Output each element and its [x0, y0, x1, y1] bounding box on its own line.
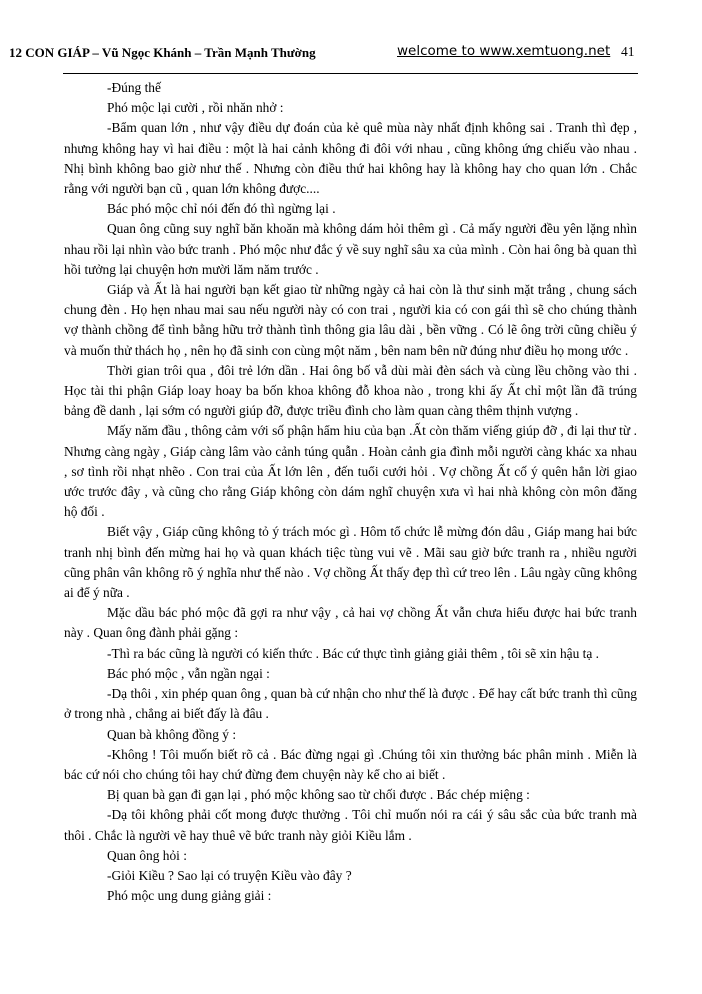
page-header [9, 45, 637, 67]
paragraph: -Dạ tôi không phải cốt mong được thưởng . Tôi chỉ muốn nói ra cái ý sâu sắc của bức tranh mà thôi . Chắc là người vẽ hay thuê vẽ bức tranh này giỏi Kiều lắm . [64, 807, 637, 843]
paragraph: -Đúng thế [107, 80, 161, 95]
body-text [64, 78, 637, 906]
paragraph: -Không ! Tôi muốn biết rõ cả . Bác đừng ngại gì .Chúng tôi xin thưởng bác phân minh . Miễn là bác cứ nói cho chúng tôi hay chứ đừng đem chuyện này kể cho ai biết . [64, 746, 637, 782]
paragraph: Phó mộc ung dung giảng giải : [107, 888, 272, 904]
paragraph: Quan bà không đồng ý : [107, 726, 237, 742]
paragraph: -Bẩm quan lớn , như vậy điều dự đoán của kẻ quê mùa này nhất định không sai . Tranh thì đẹp , nhưng không hay vì hai điều : một là hai cảnh không đi đôi với nhau , cũng không ứng chiếu vào nhau . Nhị bình không bao giờ như thế . Nhưng còn điều thứ hai không hay là không hay cho quan lớn . Chắc rằng với người bạn cũ , quan lớn không được.... [64, 120, 637, 197]
header-rule [63, 73, 638, 74]
paragraph: Quan ông cũng suy nghĩ băn khoăn mà không dám hỏi thêm gì . Cả mấy người đều yên lặng nhìn nhau rồi lại nhìn vào bức tranh . Phó mộc như đắc ý về suy nghĩ sâu xa của mình . Còn hai ông bà quan thì hồi tưởng lại chuyện hơn mười lăm năm trước . [64, 221, 637, 277]
paragraph: Bác phó mộc , vẫn ngần ngại : [107, 665, 270, 681]
paragraph: Biết vậy , Giáp cũng không tỏ ý trách móc gì . Hôm tổ chức lễ mừng đón dâu , Giáp mang hai bức tranh nhị bình đến mừng hai họ và quan khách tiệc tùng vui vẽ . Mãi sau giờ bức tranh ra , nhiều người cũng phân vân không rõ ý nghĩa như thế nào . Vợ chồng Ất thấy đẹp thì cứ treo lên . Lâu ngày cũng không ai để ý nữa . [64, 524, 637, 601]
paragraph: Mấy năm đầu , thông cảm với số phận hẩm hiu của bạn .Ất còn thăm viếng giúp đỡ , đi lại thư từ . Nhưng càng ngày , Giáp càng lâm vào cảnh túng quẫn . Hoàn cảnh gia đình mỗi người càng khác xa nhau , sơ tình rồi nhạt nhẽo . Con trai của Ất lớn lên , đến tuổi cưới hỏi . Vợ chồng Ất cố ý quên hẳn lời giao ước trước đây , và cũng cho rằng Giáp không còn dám nghĩ chuyện xưa vì hai nhà không còn môn đăng hộ đối . [64, 423, 637, 520]
paragraph: -Dạ thôi , xin phép quan ông , quan bà cứ nhận cho như thế là được . Để hay cất bức tranh thì cũng ở trong nhà , chẳng ai biết đấy là đâu . [64, 686, 637, 722]
header-website-link[interactable]: welcome to www.xemtuong.net [397, 43, 611, 59]
paragraph: Thời gian trôi qua , đôi trẻ lớn dần . Hai ông bố vẫ dùi mài đèn sách và cùng lều chõng vào thi . Học tài thi phận Giáp loay hoay ba bốn khoa không đỗ khoa nào , trong khi ấy Ất chỉ một lần đã trúng bảng đề danh , lại sớm có người giúp đỡ, được triều đình cho làm quan càng thêm thịnh vượng . [64, 362, 637, 419]
paragraph: Giáp và Ất là hai người bạn kết giao từ những ngày cả hai còn là thư sinh mặt trắng , chung sách chung đèn . Họ hẹn nhau mai sau nếu người này có con trai , người kia có con gái thì sẽ cho chúng thành vợ thành chồng để tình bằng hữu trở thành tình thông gia lâu dài , bền vững . Có lẽ ông trời cũng chiều ý và muốn thử thách họ , nên họ đã sinh con cùng một năm , bên nam bên nữ đúng như điều họ mong ước . [64, 282, 637, 358]
paragraph: Bác phó mộc chỉ nói đến đó thì ngừng lại . [107, 201, 336, 217]
paragraph: Bị quan bà gạn đi gạn lại , phó mộc không sao từ chối được . Bác chép miệng : [107, 787, 530, 803]
page-number: 41 [621, 44, 635, 59]
paragraph: Quan ông hỏi : [107, 847, 187, 863]
paragraph: Phó mộc lại cười , rồi nhăn nhở : [107, 100, 284, 116]
paragraph: -Thì ra bác cũng là người có kiến thức . Bác cứ thực tình giảng giải thêm , tôi sẽ xin hậu tạ . [107, 645, 600, 661]
header-title: 12 CON GIÁP – Vũ Ngọc Khánh – Trần Mạnh Thường [9, 45, 316, 60]
paragraph: -Giỏi Kiều ? Sao lại có truyện Kiều vào đây ? [107, 867, 352, 883]
paragraph: Mặc dầu bác phó mộc đã gợi ra như vậy , cả hai vợ chồng Ất vẫn chưa hiểu được hai bức tranh này . Quan ông đành phải gặng : [64, 605, 637, 641]
